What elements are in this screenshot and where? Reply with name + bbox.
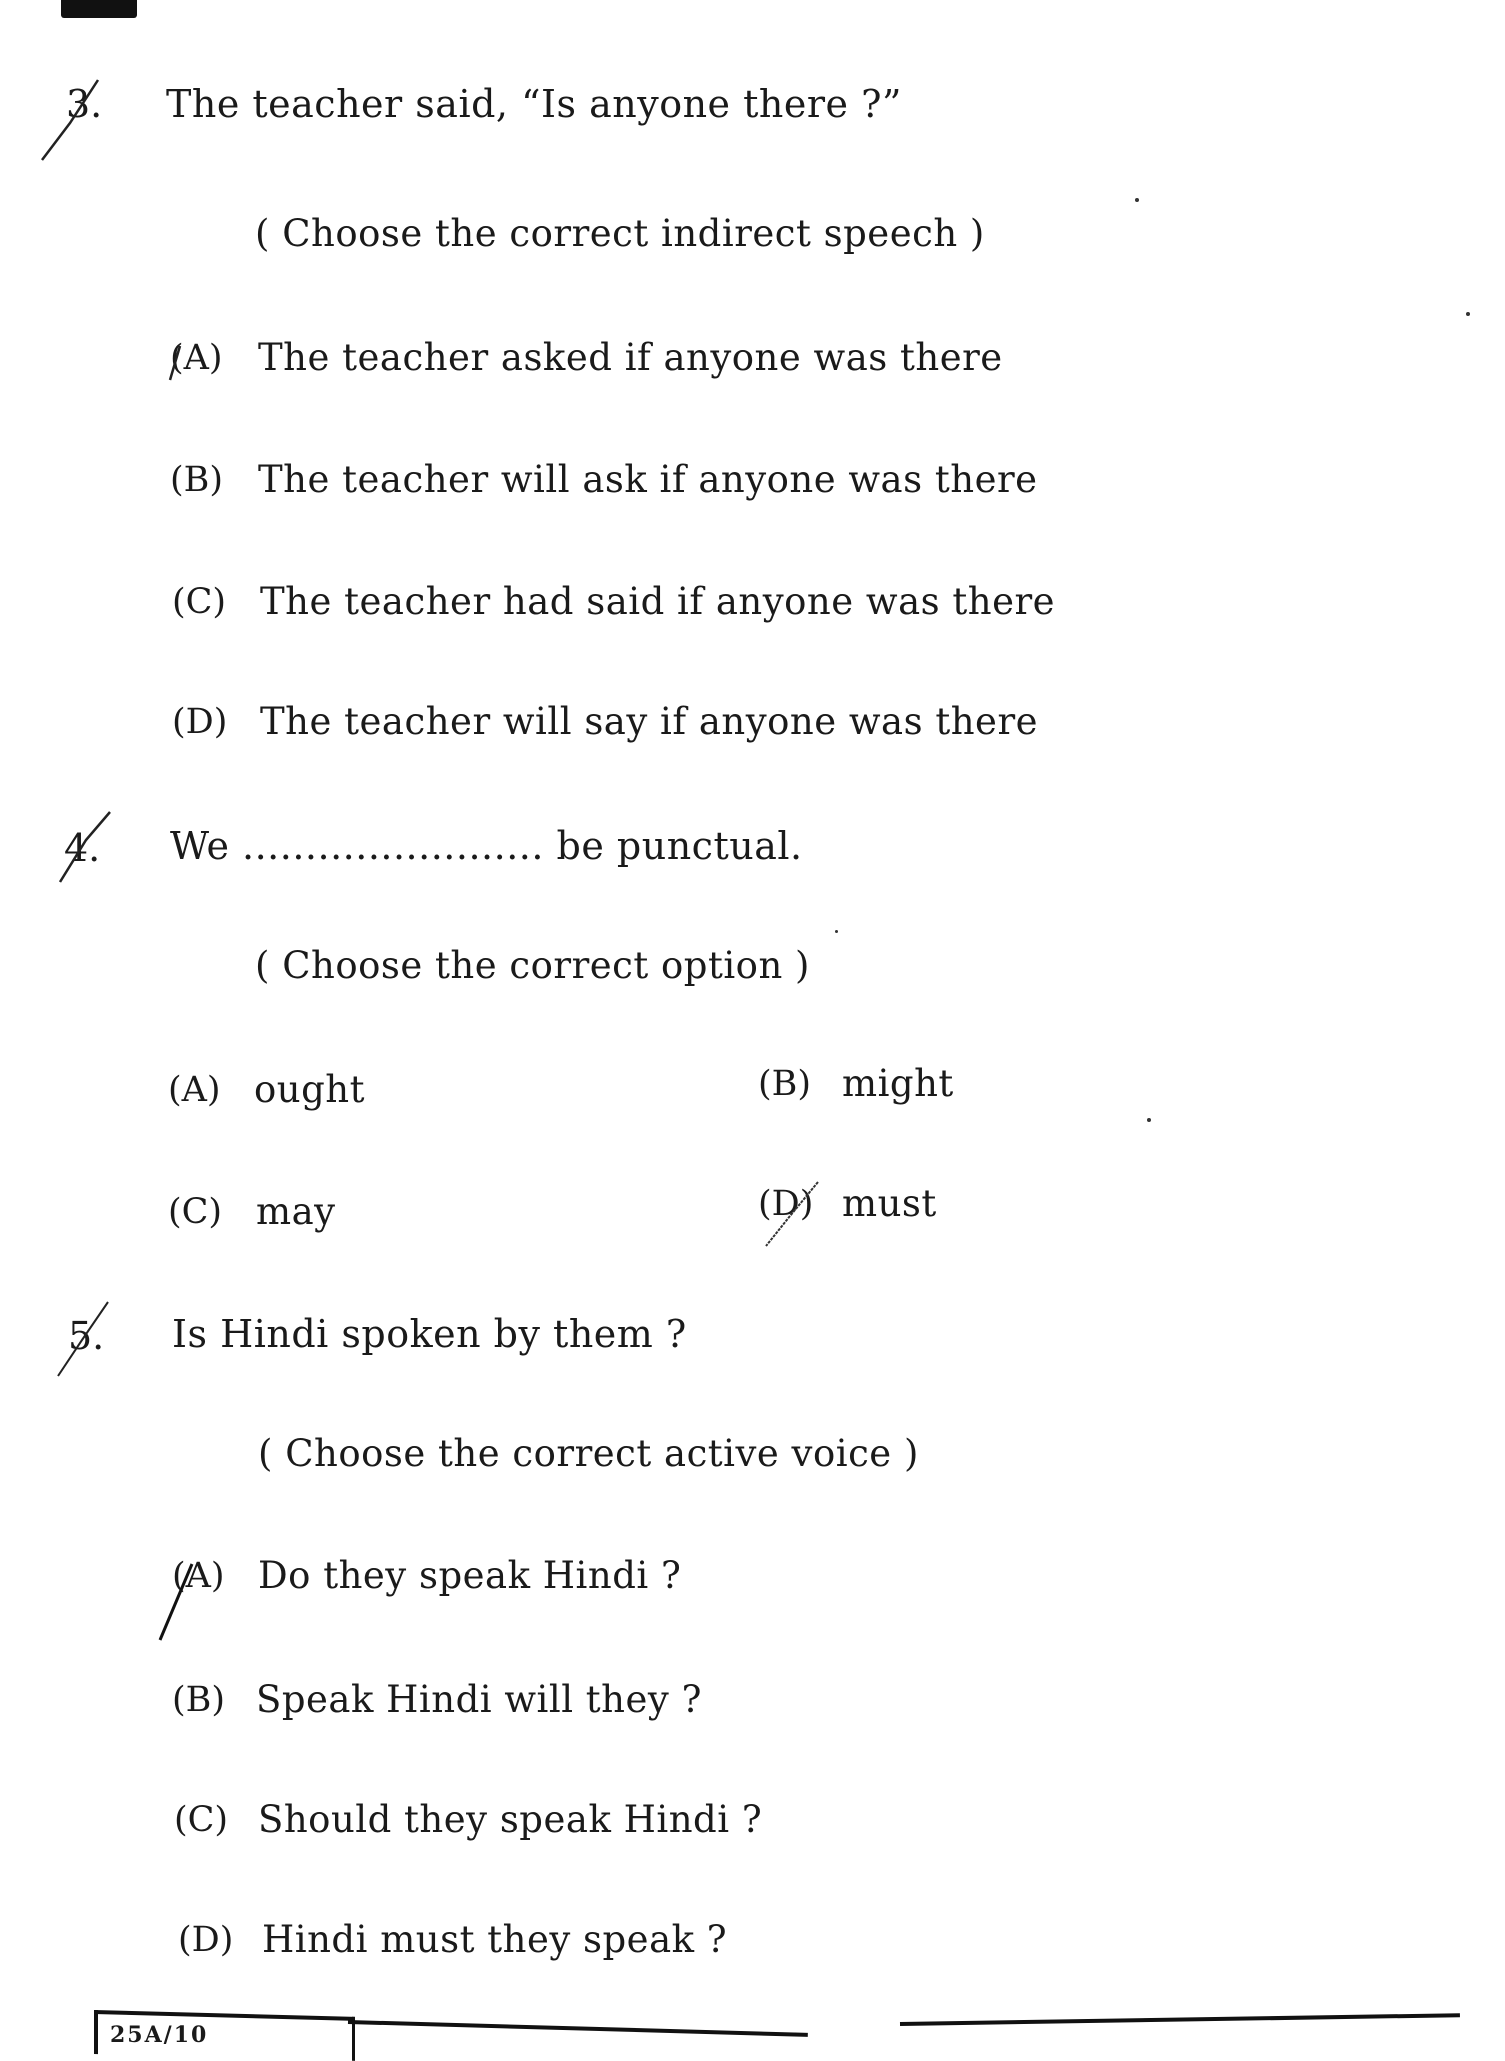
option-text: Should they speak Hindi ? [258, 1798, 763, 1841]
scan-speck [1147, 1118, 1151, 1122]
option-letter: (D) [172, 702, 228, 742]
option-letter: (B) [172, 1680, 226, 1720]
question-number: 3. [66, 82, 103, 126]
option-letter: (C) [168, 1192, 223, 1232]
option-text: might [842, 1062, 954, 1105]
question-number: 5. [68, 1314, 105, 1358]
question-instruction: ( Choose the correct active voice ) [258, 1432, 919, 1475]
option-text: Hindi must they speak ? [262, 1918, 728, 1961]
question-number: 4. [64, 826, 101, 870]
question-text: The teacher said, “Is anyone there ?” [166, 82, 902, 126]
option-text: The teacher asked if anyone was there [258, 336, 1003, 379]
footer-code: 25A/10 [110, 2022, 209, 2048]
scan-speck [1135, 198, 1139, 202]
option-letter: (B) [170, 460, 224, 500]
option-letter: (A) [170, 338, 223, 378]
option-text: Speak Hindi will they ? [256, 1678, 702, 1721]
scan-speck [835, 930, 838, 933]
scan-speck [1466, 312, 1470, 316]
question-text: We ........................ be punctual. [170, 824, 803, 868]
option-text: The teacher will say if anyone was there [260, 700, 1039, 743]
option-letter: (A) [172, 1556, 225, 1596]
option-text: The teacher had said if anyone was there [260, 580, 1056, 623]
question-text: Is Hindi spoken by them ? [172, 1312, 687, 1356]
option-letter: (D) [178, 1920, 234, 1960]
question-instruction: ( Choose the correct indirect speech ) [255, 212, 985, 255]
option-letter: (C) [172, 582, 227, 622]
option-letter: (B) [758, 1064, 812, 1104]
option-text: Do they speak Hindi ? [258, 1554, 682, 1597]
option-text: The teacher will ask if anyone was there [258, 458, 1038, 501]
option-text: ought [254, 1068, 365, 1111]
question-instruction: ( Choose the correct option ) [255, 944, 810, 987]
option-text: must [842, 1182, 937, 1225]
footer-rule-right [900, 2013, 1460, 2026]
footer-rule-left [348, 2020, 808, 2037]
page-corner-tab [61, 0, 137, 18]
option-letter: (A) [168, 1070, 221, 1110]
option-letter: (D) [758, 1184, 814, 1224]
option-text: may [256, 1190, 336, 1233]
option-letter: (C) [174, 1800, 229, 1840]
